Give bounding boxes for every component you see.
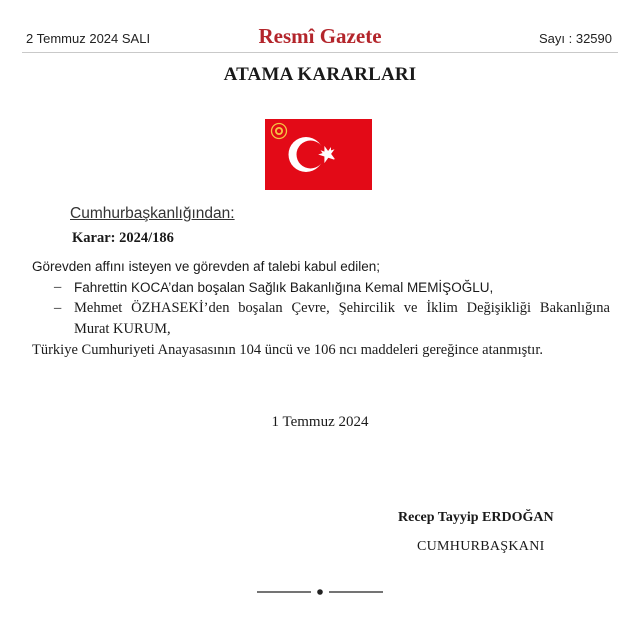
list-dash: – — [54, 279, 62, 295]
decision-body — [32, 256, 610, 361]
decision-date: 1 Temmuz 2024 — [271, 414, 369, 430]
closing-paragraph: Türkiye Cumhuriyeti Anayasasının 104 üncü ve 106 ncı maddeleri gereğince atanmıştır. — [32, 342, 543, 358]
signer-name: Recep Tayyip ERDOĞAN — [398, 510, 554, 525]
gazette-header — [0, 0, 640, 54]
appointment-text-line: Murat KURUM, — [74, 321, 171, 337]
appointment-text-line: Mehmet ÖZHASEKİ’den boşalan Çevre, Şehircilik ve İklim Değişikliği Bakanlığına — [74, 300, 610, 316]
appointment-item — [32, 298, 610, 340]
turkish-flag-icon — [265, 119, 372, 190]
page-title: ATAMA KARARLARI — [223, 64, 417, 85]
appointment-text: Fahrettin KOCA’dan boşalan Sağlık Bakanlığına Kemal MEMİŞOĞLU, — [74, 280, 494, 295]
issue-number: Sayı : 32590 — [539, 31, 612, 46]
appointment-text — [74, 298, 610, 340]
intro-paragraph: Görevden affını isteyen ve görevden af talebi kabul edilen; — [32, 259, 380, 274]
publication-date: 2 Temmuz 2024 SALI — [26, 31, 151, 46]
gazette-title: Resmî Gazete — [258, 24, 382, 48]
appointment-item — [32, 277, 610, 298]
issuing-authority: Cumhurbaşkanlığından: — [70, 205, 235, 222]
footer-ornament-icon — [257, 584, 383, 600]
list-dash: – — [54, 300, 62, 316]
signer-title: CUMHURBAŞKANI — [417, 539, 545, 554]
header-divider — [22, 52, 618, 53]
decision-number: Karar: 2024/186 — [72, 230, 174, 246]
